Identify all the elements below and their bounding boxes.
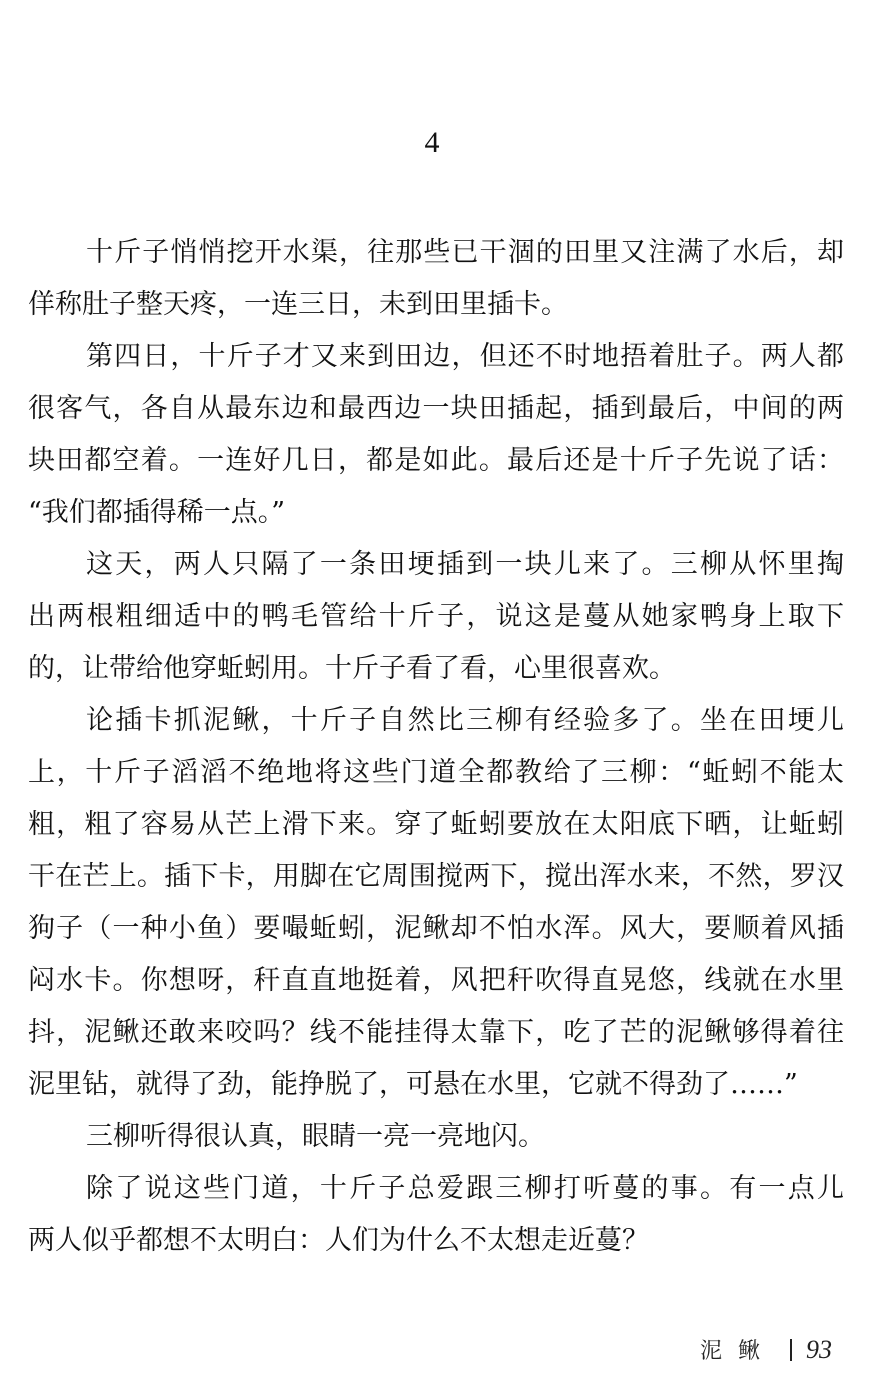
text-line: 除了说这些门道，十斤子总爱跟三柳打听蔓的事。有一点儿 — [86, 1173, 844, 1204]
chapter-number: 4 — [424, 126, 440, 159]
text-line: 块田都空着。一连好几日，都是如此。最后还是十斤子先说了话： — [28, 445, 844, 476]
body-text — [28, 227, 844, 1267]
text-line: 粗，粗了容易从芒上滑下来。穿了蚯蚓要放在太阳底下晒，让蚯蚓 — [28, 809, 844, 840]
text-line: 狗子（一种小鱼）要嘬蚯蚓，泥鳅却不怕水浑。风大，要顺着风插 — [28, 913, 844, 944]
text-line: 佯称肚子整天疼，一连三日，未到田里插卡。 — [28, 289, 568, 320]
text-line: 泥里钻，就得了劲，能挣脱了，可悬在水里，它就不得劲了……” — [28, 1069, 798, 1100]
text-line: 十斤子悄悄挖开水渠，往那些已干涸的田里又注满了水后，却 — [86, 237, 844, 268]
running-title: 泥鳅 — [699, 1339, 776, 1364]
text-line: 上，十斤子滔滔不绝地将这些门道全都教给了三柳：“蚯蚓不能太 — [28, 757, 844, 788]
text-line: “我们都插得稀一点。” — [28, 497, 286, 528]
text-line: 第四日，十斤子才又来到田边，但还不时地捂着肚子。两人都 — [86, 341, 844, 372]
text-line: 干在芒上。插下卡，用脚在它周围搅两下，搅出浑水来，不然，罗汉 — [28, 861, 844, 892]
page-footer — [700, 1334, 832, 1365]
text-line: 闷水卡。你想呀，秆直直地挺着，风把秆吹得直晃悠，线就在水里 — [28, 965, 844, 996]
footer-divider — [790, 1339, 792, 1361]
text-line: 出两根粗细适中的鸭毛管给十斤子，说这是蔓从她家鸭身上取下 — [28, 601, 844, 632]
text-line: 的，让带给他穿蚯蚓用。十斤子看了看，心里很喜欢。 — [28, 653, 676, 684]
text-line: 很客气，各自从最东边和最西边一块田插起，插到最后，中间的两 — [28, 393, 844, 424]
page-number: 93 — [806, 1334, 832, 1364]
text-line: 抖，泥鳅还敢来咬吗？线不能挂得太靠下，吃了芒的泥鳅够得着往 — [28, 1017, 844, 1048]
text-line: 论插卡抓泥鳅，十斤子自然比三柳有经验多了。坐在田埂儿 — [86, 705, 844, 736]
text-line: 这天，两人只隔了一条田埂插到一块儿来了。三柳从怀里掏 — [86, 549, 844, 580]
text-line: 两人似乎都想不太明白：人们为什么不太想走近蔓？ — [28, 1225, 649, 1256]
text-line: 三柳听得很认真，眼睛一亮一亮地闪。 — [86, 1121, 545, 1152]
